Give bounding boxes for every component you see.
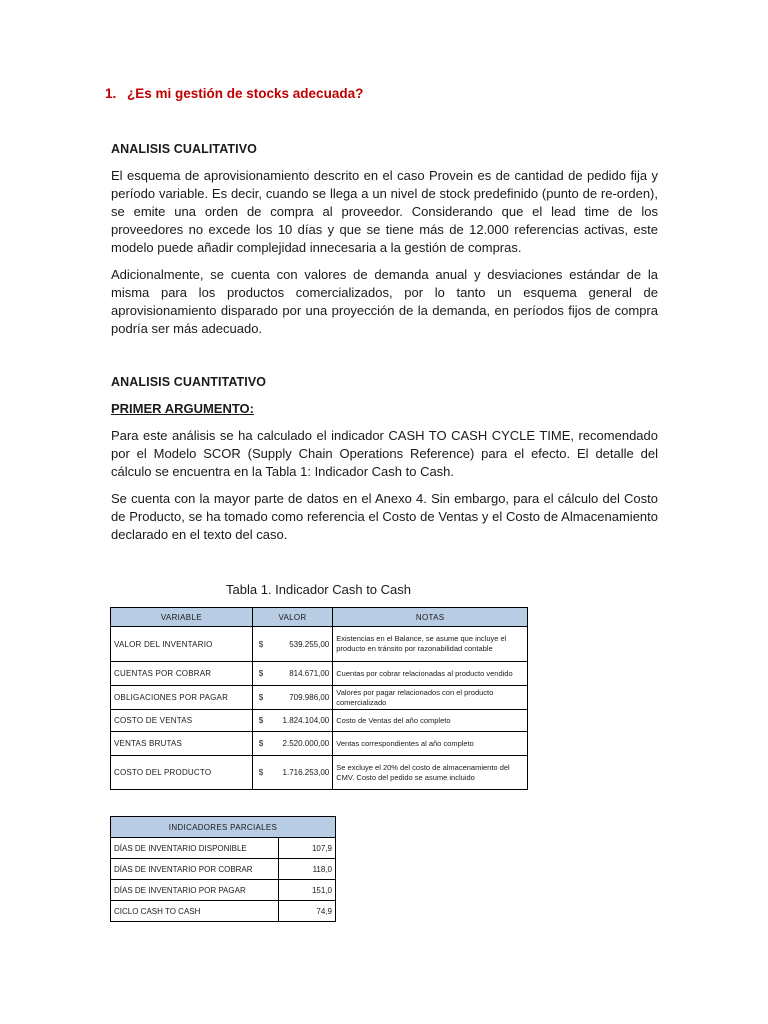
table-row	[111, 838, 336, 859]
row-value	[252, 686, 333, 710]
row-note: Existencias en el Balance, se asume que incluye el producto en tránsito por razonabilidad contable	[333, 627, 528, 662]
table-header-row	[111, 608, 528, 627]
indicator-label: CICLO CASH TO CASH	[111, 901, 279, 922]
column-header-variable: VARIABLE	[111, 608, 253, 627]
row-variable: VALOR DEL INVENTARIO	[111, 627, 253, 662]
row-value	[252, 627, 333, 662]
qualitative-paragraph-1: El esquema de aprovisionamiento descrito en el caso Provein es de cantidad de pedido fija y período variable. Es decir, cuando se llega a un nivel de stock predefinido (punto de re-orden), se emite una orden de compra al proveedor. Considerando que el lead time de los proveedores no excede los 10 días y que se tiene más de 12.000 referencias activas, este modelo puede añadir complejidad innecesaria a la gestión de compras.	[111, 168, 658, 255]
currency-symbol: $	[258, 639, 264, 649]
currency-symbol: $	[258, 768, 264, 777]
row-note: Valores por pagar relacionados con el producto comercializado	[333, 686, 528, 710]
indicator-value: 107,9	[279, 838, 336, 859]
question-title	[105, 86, 363, 101]
qualitative-heading: ANALISIS CUALITATIVO	[111, 142, 257, 156]
quantitative-heading: ANALISIS CUANTITATIVO	[111, 375, 267, 389]
table-row	[111, 662, 528, 686]
table-row	[111, 901, 336, 922]
table-row	[111, 756, 528, 790]
currency-symbol: $	[258, 693, 264, 702]
question-text: ¿Es mi gestión de stocks adecuada?	[127, 86, 364, 101]
row-value-amount: 1.716.253,00	[282, 768, 330, 777]
indicator-label: DÍAS DE INVENTARIO POR COBRAR	[111, 859, 279, 880]
row-value-amount: 709.986,00	[289, 693, 330, 702]
row-variable: OBLIGACIONES POR PAGAR	[111, 686, 253, 710]
table-row	[111, 880, 336, 901]
indicator-value: 151,0	[279, 880, 336, 901]
row-note: Cuentas por cobrar relacionadas al producto vendido	[333, 662, 528, 686]
row-value	[252, 710, 333, 732]
quantitative-paragraph-1: Para este análisis se ha calculado el indicador CASH TO CASH CYCLE TIME, recomendado por el Modelo SCOR (Supply Chain Operations Reference) para el efecto. El detalle del cálculo se encuentra en la Tabla 1: Indicador Cash to Cash.	[111, 428, 658, 479]
row-note: Se excluye el 20% del costo de almacenamiento del CMV. Costo del pedido se asume incluido	[333, 756, 528, 790]
currency-symbol: $	[258, 716, 264, 725]
table-row	[111, 732, 528, 756]
table-header-row	[111, 817, 336, 838]
table1-caption: Tabla 1. Indicador Cash to Cash	[226, 582, 411, 597]
first-argument-subheading: PRIMER ARGUMENTO:	[111, 401, 254, 416]
partial-indicators-header: INDICADORES PARCIALES	[111, 817, 336, 838]
row-value-amount: 2.520.000,00	[282, 739, 330, 748]
indicator-label: DÍAS DE INVENTARIO DISPONIBLE	[111, 838, 279, 859]
indicator-label: DÍAS DE INVENTARIO POR PAGAR	[111, 880, 279, 901]
row-value	[252, 756, 333, 790]
question-number: 1.	[105, 86, 117, 101]
table-row	[111, 627, 528, 662]
row-variable: COSTO DE VENTAS	[111, 710, 253, 732]
currency-symbol: $	[258, 669, 264, 678]
column-header-valor: VALOR	[252, 608, 333, 627]
table-row	[111, 710, 528, 732]
row-note: Ventas correspondientes al año completo	[333, 732, 528, 756]
row-variable: COSTO DEL PRODUCTO	[111, 756, 253, 790]
row-note: Costo de Ventas del año completo	[333, 710, 528, 732]
row-variable: CUENTAS POR COBRAR	[111, 662, 253, 686]
row-value	[252, 662, 333, 686]
currency-symbol: $	[258, 739, 264, 748]
indicator-value: 118,0	[279, 859, 336, 880]
column-header-notas: NOTAS	[333, 608, 528, 627]
cash-to-cash-table	[110, 607, 528, 790]
qualitative-paragraph-2: Adicionalmente, se cuenta con valores de demanda anual y desviaciones estándar de la misma para los productos comercializados, por lo tanto un esquema general de aprovisionamiento disparado por una proyección de la demanda, en períodos fijos de compra podría ser más adecuado.	[111, 267, 658, 336]
row-value	[252, 732, 333, 756]
row-variable: VENTAS BRUTAS	[111, 732, 253, 756]
partial-indicators-table	[110, 816, 336, 922]
row-value-amount: 1.824.104,00	[282, 716, 330, 725]
quantitative-paragraph-2: Se cuenta con la mayor parte de datos en el Anexo 4. Sin embargo, para el cálculo del Costo de Producto, se ha tomado como referencia el Costo de Ventas y el Costo de Almacenamiento declarado en el texto del caso.	[111, 491, 658, 542]
row-value-amount: 814.671,00	[289, 669, 330, 678]
table-row	[111, 686, 528, 710]
table-row	[111, 859, 336, 880]
indicator-value: 74,9	[279, 901, 336, 922]
row-value-amount: 539.255,00	[289, 639, 330, 649]
